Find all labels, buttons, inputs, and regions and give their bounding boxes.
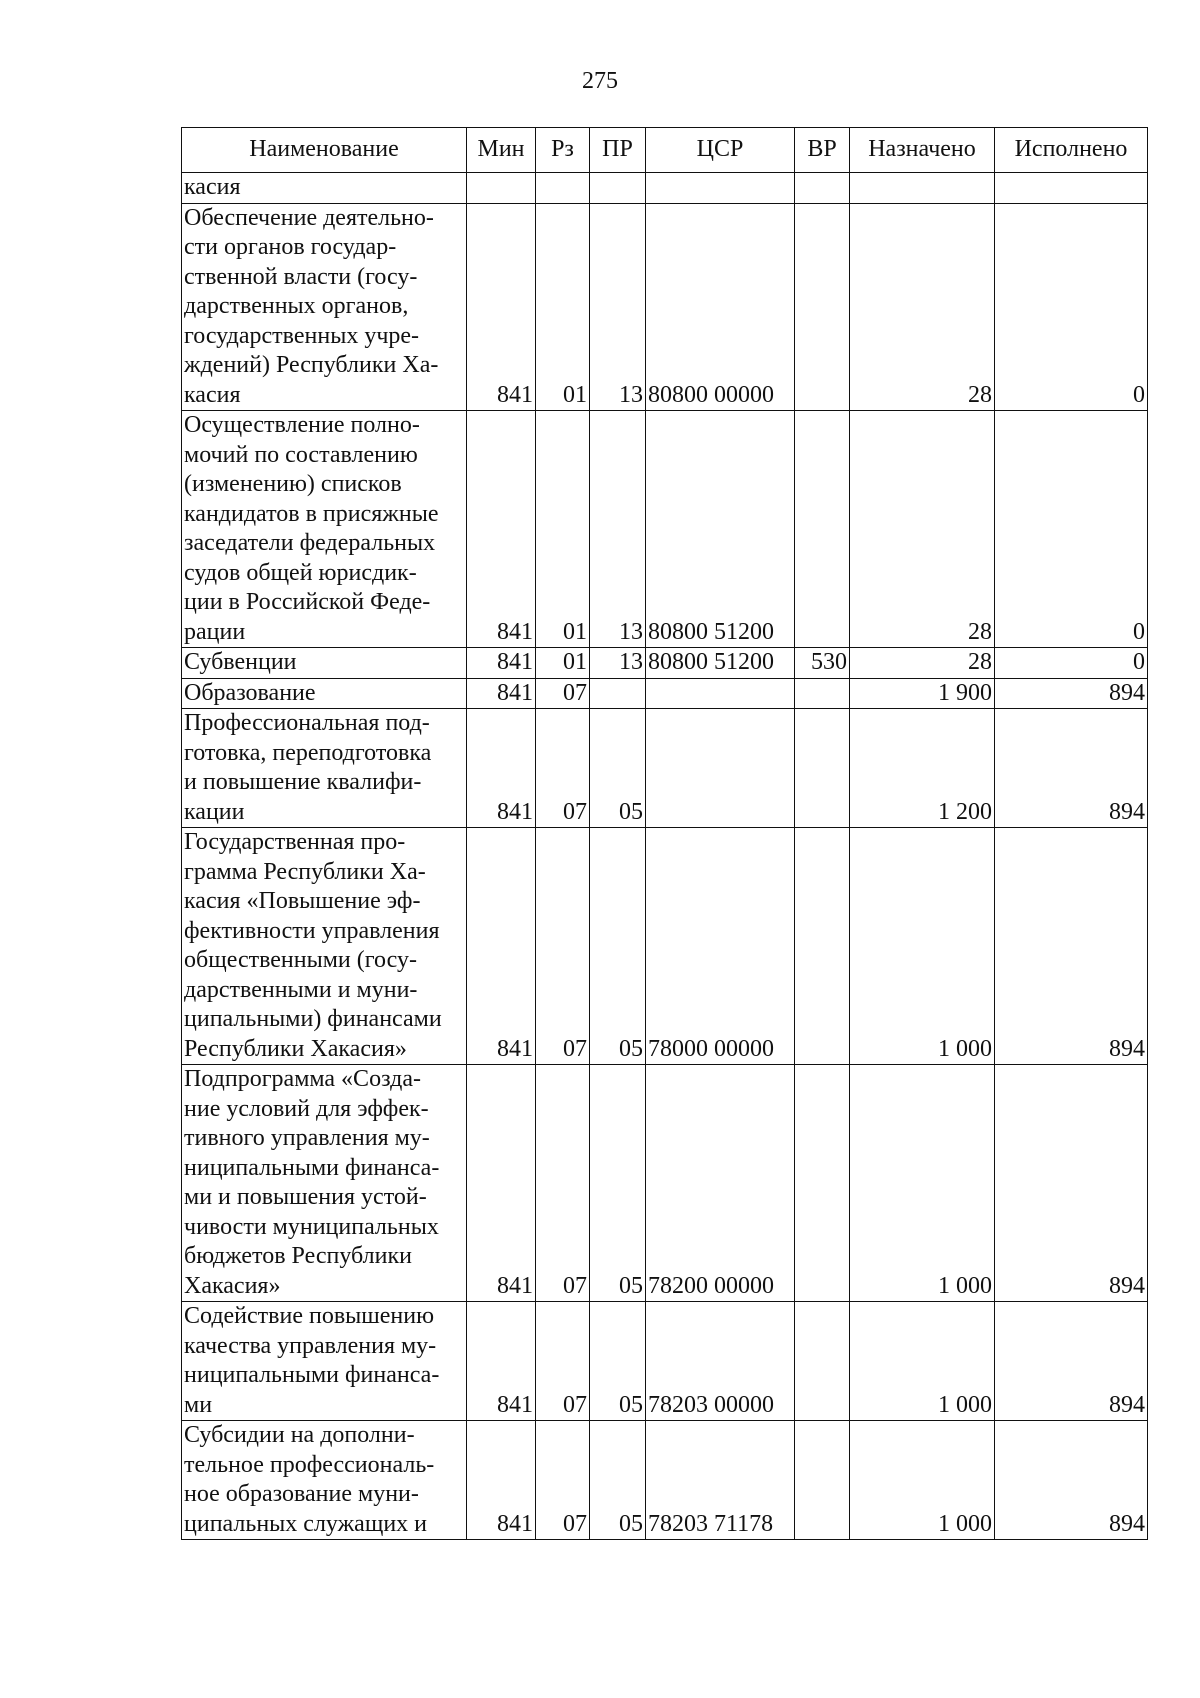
name-line: ции в Российской Феде- <box>184 589 431 615</box>
name-line: и повышение квалифи- <box>184 769 422 795</box>
pr-cell: 05 <box>590 828 646 1065</box>
rz-cell: 07 <box>536 1302 590 1421</box>
executed-cell: 894 <box>995 1065 1148 1302</box>
name-line: дарственных органов, <box>184 293 409 319</box>
executed-cell <box>995 173 1148 204</box>
assigned-cell: 1 000 <box>850 1421 995 1540</box>
table-row <box>182 1065 1148 1302</box>
name-line: ниципальными финанса- <box>184 1362 440 1388</box>
name-line: качества управления му- <box>184 1332 437 1359</box>
name-line: Образование <box>184 679 316 706</box>
pr-cell <box>590 678 646 709</box>
page-number: 275 <box>582 68 618 94</box>
min-cell: 841 <box>467 648 536 679</box>
executed-cell: 0 <box>995 648 1148 679</box>
name-line: тивного управления му- <box>184 1125 430 1151</box>
table-row <box>182 203 1148 411</box>
name-line: кандидатов в присяжные <box>184 500 439 527</box>
rz-cell: 07 <box>536 828 590 1065</box>
name-line: ние условий для эффек- <box>184 1095 429 1122</box>
pr-cell: 13 <box>590 203 646 411</box>
min-cell: 841 <box>467 1065 536 1302</box>
min-cell: 841 <box>467 678 536 709</box>
assigned-cell: 28 <box>850 203 995 411</box>
csr-cell <box>646 709 795 828</box>
vr-cell <box>795 1421 850 1540</box>
name-line: ниципальными финанса- <box>184 1154 440 1181</box>
name-line: ми <box>184 1391 213 1418</box>
assigned-cell: 1 000 <box>850 828 995 1065</box>
name-cell <box>182 1065 467 1302</box>
min-cell <box>467 173 536 204</box>
name-line: фективности управления <box>184 917 440 944</box>
name-line: Субсидии на дополни- <box>184 1422 415 1448</box>
name-line: Подпрограмма «Созда- <box>184 1066 421 1092</box>
vr-cell <box>795 1302 850 1421</box>
name-line: бюджетов Республики <box>184 1243 412 1269</box>
rz-cell: 07 <box>536 678 590 709</box>
name-line: ждений) Республики Ха- <box>184 352 439 378</box>
executed-cell: 894 <box>995 1302 1148 1421</box>
name-line: Содействие повышению <box>184 1303 435 1329</box>
header-executed: Исполнено <box>995 128 1148 173</box>
rz-cell: 01 <box>536 411 590 648</box>
csr-cell: 80800 00000 <box>646 203 795 411</box>
rz-cell: 07 <box>536 709 590 828</box>
min-cell: 841 <box>467 1421 536 1540</box>
name-line: ми и повышения устой- <box>184 1184 427 1210</box>
rz-cell <box>536 173 590 204</box>
name-line: Осуществление полно- <box>184 412 420 438</box>
name-line: Профессиональная под- <box>184 710 430 736</box>
header-min: Мин <box>467 128 536 173</box>
header-csr: ЦСР <box>646 128 795 173</box>
name-line: Государственная про- <box>184 829 406 855</box>
assigned-cell: 1 000 <box>850 1065 995 1302</box>
rz-cell: 07 <box>536 1065 590 1302</box>
header-rz: Рз <box>536 128 590 173</box>
name-cell <box>182 1421 467 1540</box>
csr-cell: 78200 00000 <box>646 1065 795 1302</box>
header-vr: ВР <box>795 128 850 173</box>
executed-cell: 894 <box>995 709 1148 828</box>
rz-cell: 07 <box>536 1421 590 1540</box>
table-row <box>182 173 1148 204</box>
rz-cell: 01 <box>536 203 590 411</box>
rz-cell: 01 <box>536 648 590 679</box>
name-line: ципальных служащих и <box>184 1510 427 1537</box>
name-cell <box>182 411 467 648</box>
min-cell: 841 <box>467 411 536 648</box>
min-cell: 841 <box>467 709 536 828</box>
name-line: Республики Хакасия» <box>184 1035 407 1062</box>
header-name: Наименование <box>182 128 467 173</box>
name-line: ное образование муни- <box>184 1481 419 1507</box>
name-line: рации <box>184 618 246 645</box>
csr-cell: 78203 00000 <box>646 1302 795 1421</box>
name-cell <box>182 173 467 204</box>
pr-cell: 05 <box>590 1065 646 1302</box>
min-cell: 841 <box>467 1302 536 1421</box>
name-cell <box>182 828 467 1065</box>
name-cell <box>182 1302 467 1421</box>
table-row <box>182 1421 1148 1540</box>
name-line: готовка, переподготовка <box>184 739 432 766</box>
vr-cell <box>795 411 850 648</box>
header-pr: ПР <box>590 128 646 173</box>
csr-cell <box>646 173 795 204</box>
vr-cell <box>795 678 850 709</box>
vr-cell <box>795 828 850 1065</box>
assigned-cell: 28 <box>850 648 995 679</box>
name-line: сти органов государ- <box>184 234 397 260</box>
name-line: судов общей юрисдик- <box>184 559 417 586</box>
name-line: Обеспечение деятельно- <box>184 204 434 231</box>
name-line: Субвенции <box>184 649 297 675</box>
pr-cell: 05 <box>590 709 646 828</box>
pr-cell: 05 <box>590 1302 646 1421</box>
table-body <box>182 173 1148 1540</box>
min-cell: 841 <box>467 828 536 1065</box>
name-line: касия <box>184 381 241 408</box>
csr-cell: 80800 51200 <box>646 411 795 648</box>
name-line: Хакасия» <box>184 1272 281 1299</box>
vr-cell <box>795 173 850 204</box>
assigned-cell: 1 900 <box>850 678 995 709</box>
csr-cell: 78203 71178 <box>646 1421 795 1540</box>
executed-cell: 894 <box>995 1421 1148 1540</box>
vr-cell: 530 <box>795 648 850 679</box>
header-assigned: Назначено <box>850 128 995 173</box>
pr-cell <box>590 173 646 204</box>
csr-cell: 80800 51200 <box>646 648 795 679</box>
table-row <box>182 1302 1148 1421</box>
table-row <box>182 411 1148 648</box>
vr-cell <box>795 709 850 828</box>
csr-cell <box>646 678 795 709</box>
name-line: общественными (госу- <box>184 947 417 973</box>
name-line: ственной власти (госу- <box>184 263 418 290</box>
name-line: дарственными и муни- <box>184 976 418 1003</box>
assigned-cell: 1 000 <box>850 1302 995 1421</box>
executed-cell: 894 <box>995 678 1148 709</box>
pr-cell: 13 <box>590 648 646 679</box>
min-cell: 841 <box>467 203 536 411</box>
name-line: тельное профессиональ- <box>184 1451 435 1478</box>
name-line: заседатели федеральных <box>184 530 436 556</box>
name-line: (изменению) списков <box>184 471 402 497</box>
csr-cell: 78000 00000 <box>646 828 795 1065</box>
name-line: мочий по составлению <box>184 441 418 468</box>
table-row <box>182 648 1148 679</box>
vr-cell <box>795 1065 850 1302</box>
name-line: ципальными) финансами <box>184 1006 442 1032</box>
name-line: государственных учре- <box>184 322 420 349</box>
pr-cell: 05 <box>590 1421 646 1540</box>
assigned-cell <box>850 173 995 204</box>
name-line: кации <box>184 798 245 825</box>
executed-cell: 0 <box>995 411 1148 648</box>
assigned-cell: 1 200 <box>850 709 995 828</box>
table-row <box>182 709 1148 828</box>
name-line: касия <box>184 174 241 200</box>
name-line: чивости муниципальных <box>184 1213 439 1240</box>
budget-table <box>181 127 1148 1540</box>
name-line: грамма Республики Ха- <box>184 858 426 885</box>
executed-cell: 894 <box>995 828 1148 1065</box>
vr-cell <box>795 203 850 411</box>
pr-cell: 13 <box>590 411 646 648</box>
name-cell <box>182 709 467 828</box>
table-row <box>182 828 1148 1065</box>
name-line: касия «Повышение эф- <box>184 888 421 914</box>
name-cell <box>182 678 467 709</box>
table-row <box>182 678 1148 709</box>
executed-cell: 0 <box>995 203 1148 411</box>
table-header-row <box>182 128 1148 173</box>
name-cell <box>182 203 467 411</box>
assigned-cell: 28 <box>850 411 995 648</box>
name-cell <box>182 648 467 679</box>
